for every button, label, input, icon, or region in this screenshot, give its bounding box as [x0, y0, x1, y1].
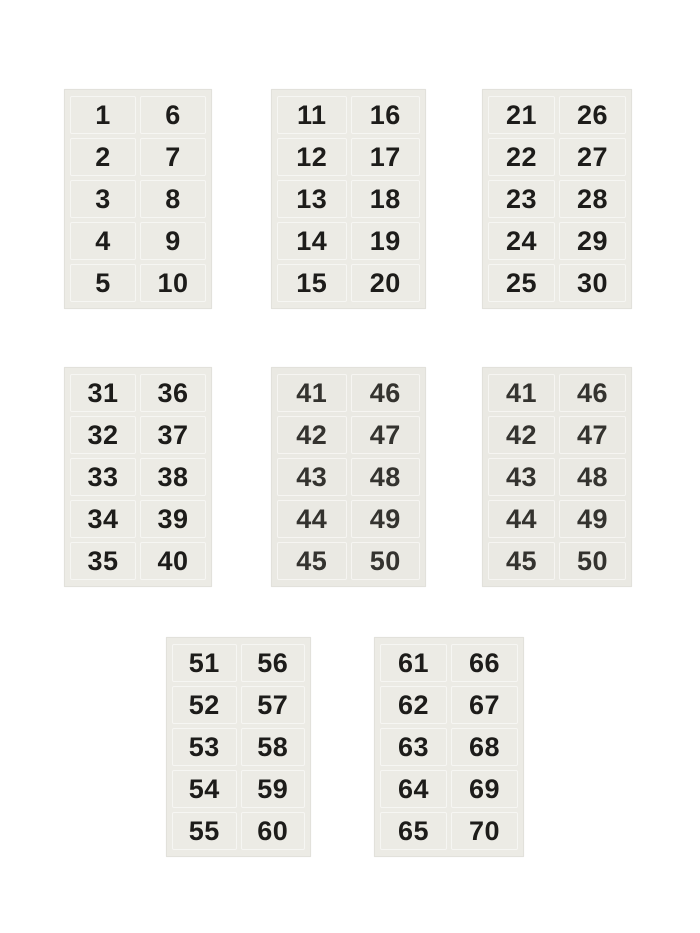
sticker-label: 6 — [138, 94, 208, 136]
sticker-label: 48 — [557, 456, 628, 498]
sticker-label: 40 — [138, 540, 208, 582]
sticker-label: 29 — [557, 220, 628, 262]
sticker-label: 12 — [275, 136, 349, 178]
sticker-label: 45 — [486, 540, 557, 582]
sticker-label: 28 — [557, 178, 628, 220]
sticker-label: 30 — [557, 262, 628, 304]
sticker-label: 26 — [557, 94, 628, 136]
sticker-label: 50 — [349, 540, 423, 582]
sticker-label: 1 — [68, 94, 138, 136]
sticker-label: 70 — [449, 810, 520, 852]
sticker-label: 38 — [138, 456, 208, 498]
sticker-label: 7 — [138, 136, 208, 178]
sticker-label: 23 — [486, 178, 557, 220]
sticker-label: 46 — [557, 372, 628, 414]
sticker-label: 52 — [170, 684, 239, 726]
sticker-label: 13 — [275, 178, 349, 220]
sticker-label: 62 — [378, 684, 449, 726]
sticker-label: 4 — [68, 220, 138, 262]
sticker-label: 47 — [557, 414, 628, 456]
sticker-label: 11 — [275, 94, 349, 136]
sticker-label: 45 — [275, 540, 349, 582]
sticker-label: 15 — [275, 262, 349, 304]
sticker-label: 67 — [449, 684, 520, 726]
sticker-label: 32 — [68, 414, 138, 456]
sticker-label: 41 — [275, 372, 349, 414]
sticker-label: 64 — [378, 768, 449, 810]
sticker-label: 50 — [557, 540, 628, 582]
sticker-label: 3 — [68, 178, 138, 220]
sticker-sheet-51-60 — [166, 637, 311, 857]
sticker-label: 49 — [557, 498, 628, 540]
sticker-sheet-41-50-b — [482, 367, 632, 587]
sticker-sheet-1-10 — [64, 89, 212, 309]
sticker-label: 35 — [68, 540, 138, 582]
sticker-label: 44 — [275, 498, 349, 540]
sticker-label: 58 — [239, 726, 308, 768]
sticker-sheet-21-30 — [482, 89, 632, 309]
sticker-label: 42 — [486, 414, 557, 456]
sticker-label: 9 — [138, 220, 208, 262]
sticker-label: 39 — [138, 498, 208, 540]
sticker-label: 18 — [349, 178, 423, 220]
sticker-label: 54 — [170, 768, 239, 810]
sticker-label: 41 — [486, 372, 557, 414]
sticker-label: 25 — [486, 262, 557, 304]
sticker-label: 68 — [449, 726, 520, 768]
sticker-label: 51 — [170, 642, 239, 684]
sticker-label: 43 — [486, 456, 557, 498]
sticker-label: 56 — [239, 642, 308, 684]
sticker-label: 44 — [486, 498, 557, 540]
sticker-label: 46 — [349, 372, 423, 414]
sticker-label: 61 — [378, 642, 449, 684]
sticker-label: 59 — [239, 768, 308, 810]
sticker-label: 57 — [239, 684, 308, 726]
sticker-label: 5 — [68, 262, 138, 304]
sticker-label: 60 — [239, 810, 308, 852]
sticker-sheet-61-70 — [374, 637, 524, 857]
sticker-label: 55 — [170, 810, 239, 852]
sticker-sheet-11-20 — [271, 89, 426, 309]
sticker-label: 33 — [68, 456, 138, 498]
sticker-label: 19 — [349, 220, 423, 262]
sticker-label: 21 — [486, 94, 557, 136]
sticker-label: 17 — [349, 136, 423, 178]
sticker-label: 49 — [349, 498, 423, 540]
sticker-sheet-41-50-a — [271, 367, 426, 587]
sticker-label: 48 — [349, 456, 423, 498]
sticker-label: 47 — [349, 414, 423, 456]
sticker-label: 14 — [275, 220, 349, 262]
sticker-label: 66 — [449, 642, 520, 684]
sticker-label: 2 — [68, 136, 138, 178]
sticker-label: 43 — [275, 456, 349, 498]
sticker-label: 63 — [378, 726, 449, 768]
sticker-label: 27 — [557, 136, 628, 178]
sticker-label: 8 — [138, 178, 208, 220]
sticker-label: 22 — [486, 136, 557, 178]
sticker-label: 37 — [138, 414, 208, 456]
sticker-label: 53 — [170, 726, 239, 768]
sticker-label: 65 — [378, 810, 449, 852]
sticker-label: 34 — [68, 498, 138, 540]
sticker-label: 42 — [275, 414, 349, 456]
sticker-sheet-31-40 — [64, 367, 212, 587]
sticker-label: 24 — [486, 220, 557, 262]
sticker-label: 31 — [68, 372, 138, 414]
sticker-label: 36 — [138, 372, 208, 414]
sticker-label: 16 — [349, 94, 423, 136]
sticker-label: 69 — [449, 768, 520, 810]
sticker-label: 10 — [138, 262, 208, 304]
sticker-label: 20 — [349, 262, 423, 304]
